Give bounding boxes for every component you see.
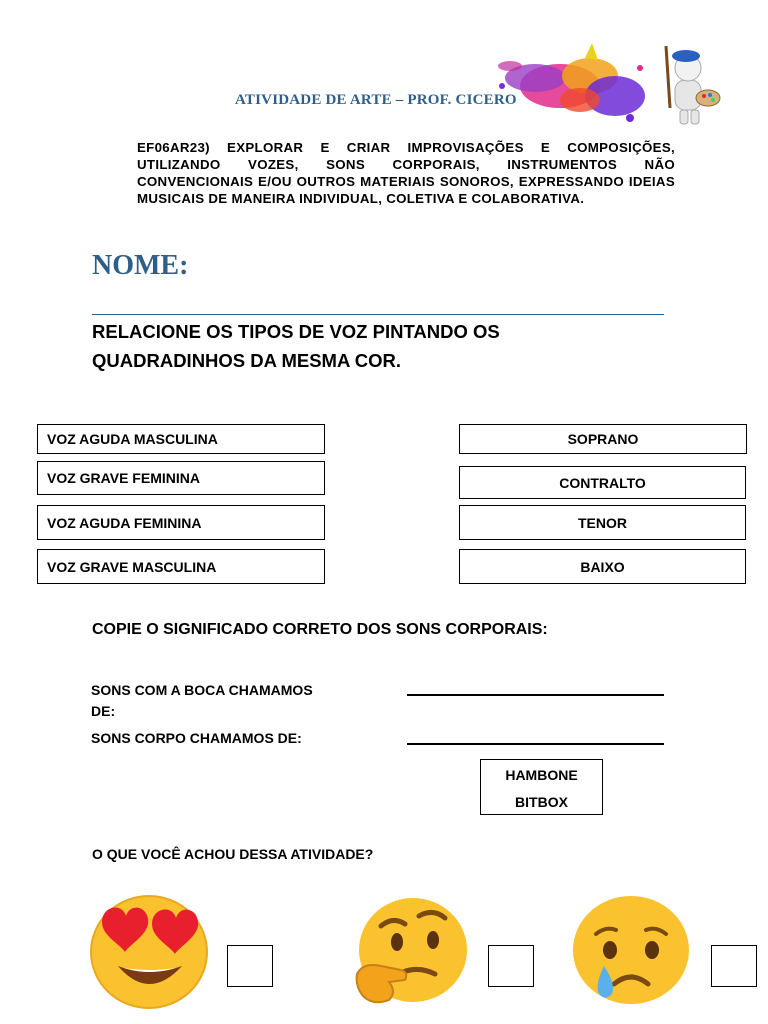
instruction-line-1: RELACIONE OS TIPOS DE VOZ PINTANDO OS (92, 321, 500, 342)
reaction-checkbox[interactable] (711, 945, 757, 987)
instruction (92, 317, 500, 375)
voice-name-box[interactable]: TENOR (459, 505, 746, 540)
question-body-sounds: SONS CORPO CHAMAMOS DE: (91, 730, 302, 746)
page-title: ATIVIDADE DE ARTE – PROF. CICERO (235, 92, 517, 108)
painter-splash-logo (490, 38, 722, 128)
option-hambone: HAMBONE (505, 767, 578, 783)
feedback-question: O QUE VOCÊ ACHOU DESSA ATIVIDADE? (92, 846, 374, 862)
reaction-checkbox[interactable] (488, 945, 534, 987)
name-field-line[interactable] (92, 314, 664, 315)
voice-name-box[interactable]: SOPRANO (459, 424, 747, 454)
section-title: COPIE O SIGNIFICADO CORRETO DOS SONS CORPORAIS: (92, 621, 548, 638)
answer-options-box (480, 759, 603, 815)
voice-name-box[interactable]: BAIXO (459, 549, 746, 584)
instruction-line-2: QUADRADINHOS DA MESMA COR. (92, 350, 402, 371)
paint-splash-icon (498, 43, 645, 122)
answer-line[interactable] (407, 694, 664, 696)
voice-type-box[interactable]: VOZ AGUDA FEMININA (37, 505, 325, 540)
name-label: NOME: (92, 250, 189, 281)
question-text: DE: (91, 703, 116, 719)
reaction-checkbox[interactable] (227, 945, 273, 987)
question-mouth-sounds (91, 680, 313, 722)
skill-description: EF06AR23) EXPLORAR E CRIAR IMPROVISAÇÕES E COMPOSIÇÕES, UTILIZANDO VOZES, SONS CORPORAIS, INSTRUMENTOS NÃO CONVENCIONAIS E/OU OUTROS MATERIAIS SONOROS, EXPRESSANDO IDEIAS MUSICAIS DE MANEIRA INDIVIDUAL, COLETIVA E COLABORATIVA. (137, 140, 675, 206)
voice-type-box[interactable]: VOZ AGUDA MASCULINA (37, 424, 325, 454)
voice-type-box[interactable]: VOZ GRAVE MASCULINA (37, 549, 325, 584)
question-text: SONS COM A BOCA CHAMAMOS (91, 682, 313, 698)
option-bitbox: BITBOX (515, 794, 568, 810)
answer-line[interactable] (407, 743, 664, 745)
voice-name-box[interactable]: CONTRALTO (459, 466, 746, 499)
voice-type-box[interactable]: VOZ GRAVE FEMININA (37, 461, 325, 495)
crying-face-icon (570, 896, 692, 1006)
painter-figure-icon (666, 46, 720, 124)
heart-eyes-icon (88, 892, 210, 1010)
thinking-face-icon (353, 896, 469, 1008)
